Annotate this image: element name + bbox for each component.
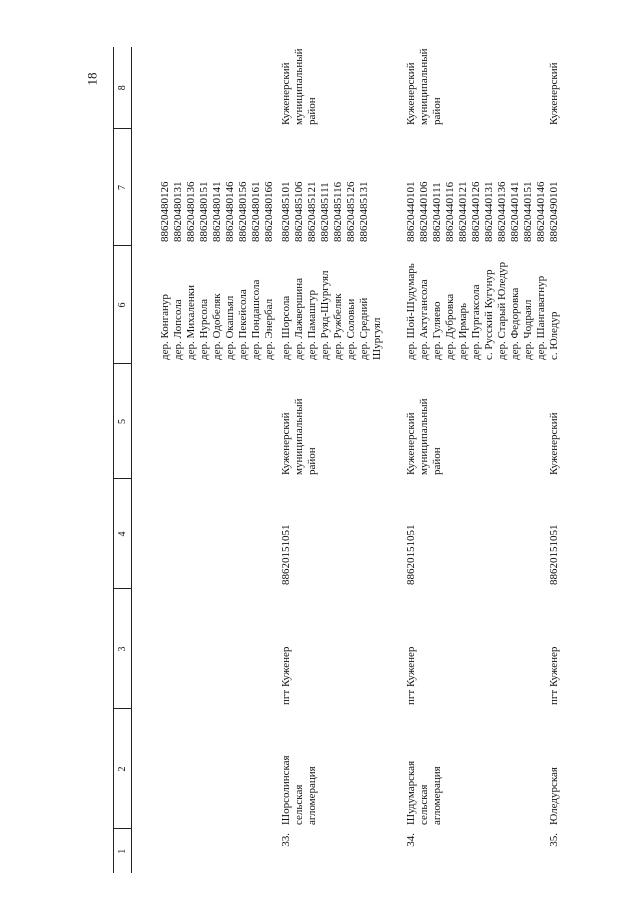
center-district: [405, 364, 548, 479]
agglomeration-name: [159, 709, 280, 829]
center-oktmo-code: [280, 479, 405, 589]
settlements-list-line: с. Русский Кугунур: [483, 269, 495, 360]
settlement-codes-line: 88620480166: [263, 181, 275, 242]
row-number: [159, 829, 280, 873]
settlements-list-line: дер. Лажвершина: [293, 277, 305, 360]
settlements-list-line: дер. Актугансола: [418, 279, 430, 360]
settlement-codes-line: 88620440111: [431, 182, 443, 242]
municipality-name-line: район: [431, 97, 443, 125]
rotated-table-sheet: [113, 47, 635, 873]
settlements-list-line: дер. Чодраял: [522, 299, 534, 360]
settlements-list-line: дер. Нурсола: [198, 298, 210, 360]
settlements-list-line: дер. Памашгур: [306, 289, 318, 360]
center-oktmo-code: [548, 479, 593, 589]
row-number-text: 33.: [280, 833, 292, 847]
settlements-list-line: дер. Пекейсола: [237, 289, 249, 360]
agglomeration-name-line: Шорсолинская: [280, 755, 292, 825]
agglomeration-name: [548, 709, 593, 829]
municipality-name-line: Куженерский: [548, 62, 560, 125]
settlement-codes-line: 88620440121: [457, 181, 469, 242]
settlement-codes-line: 88620485131: [358, 181, 370, 242]
center-district: [548, 364, 593, 479]
column-header-2: 2: [114, 709, 132, 829]
column-header-1: 1: [114, 829, 132, 873]
settlements-list-line: дер. Шорсола: [280, 295, 292, 360]
municipality-name-line: Куженерский: [280, 62, 292, 125]
settlement-codes-line: 88620440106: [418, 181, 430, 242]
settlements-list-line: дер. Пургаксола: [470, 284, 482, 360]
center-oktmo-code-text: 88620151051: [548, 524, 560, 585]
column-header-6: 6: [114, 246, 132, 364]
settlement-codes-line: 88620440141: [509, 181, 521, 242]
page-number: 18: [84, 72, 100, 86]
settlement-codes-line: 88620480156: [237, 181, 249, 242]
settlement-codes-line: 88620440131: [483, 181, 495, 242]
center-name: [405, 589, 548, 709]
center-oktmo-code-text: [159, 479, 172, 585]
center-name-text: пгт Куженер: [280, 646, 292, 705]
center-district-line: район: [306, 447, 318, 475]
municipality-name: [280, 47, 405, 129]
row-number: [405, 829, 548, 873]
settlements-list: [405, 246, 548, 364]
center-district: [280, 364, 405, 479]
settlements-list-line: дер. Старый Юледур: [496, 261, 508, 360]
settlement-codes-line: 88620490101: [548, 181, 560, 242]
settlements-list-line: дер. Средний: [358, 297, 370, 360]
settlement-codes-line: 88620485126: [345, 181, 357, 242]
center-name-text: пгт Куженер: [548, 646, 560, 705]
center-district-line: район: [431, 447, 443, 475]
center-district-line: Куженерский: [405, 412, 417, 475]
column-header-7: 7: [114, 129, 132, 246]
agglomeration-name-line: Юледурская: [548, 767, 560, 825]
settlements-list: [159, 246, 280, 364]
header-gap: [132, 47, 160, 873]
settlement-codes-line: 88620480126: [159, 181, 171, 242]
agglomeration-name-line: сельская: [418, 784, 430, 825]
settlement-codes-line: 88620440101: [405, 181, 417, 242]
settlements-list-line: дер. Одобеляк: [211, 293, 223, 360]
municipality-name: [159, 47, 280, 129]
agglomeration-name: [405, 709, 548, 829]
center-name: [280, 589, 405, 709]
settlement-codes-line: 88620485106: [293, 181, 305, 242]
agglomeration-name-line: агломерация: [431, 766, 443, 825]
column-header-8: 8: [114, 47, 132, 129]
municipality-name: [548, 47, 593, 129]
settlements-list-line: дер. Ирмарь: [457, 302, 469, 360]
settlements-list-line: с. Юледур: [548, 311, 560, 360]
center-name: [548, 589, 593, 709]
row-number-text: 35.: [548, 833, 560, 847]
center-oktmo-code-text: 88620151051: [405, 524, 417, 585]
center-district-line: Куженерский: [280, 412, 292, 475]
settlements-list-line: дер. Федоровка: [509, 287, 521, 360]
center-name-text: пгт Куженер: [405, 646, 417, 705]
table-row: [548, 47, 593, 873]
settlement-codes-line: 88620440151: [522, 181, 534, 242]
settlements-list-line: дер. Пондашсола: [250, 279, 262, 360]
settlements-list: [280, 246, 405, 364]
settlement-codes-line: 88620480141: [211, 181, 223, 242]
municipality-name-line: муниципальный: [418, 48, 430, 125]
settlement-codes-line: 88620480161: [250, 181, 262, 242]
agglomeration-name: [280, 709, 405, 829]
settlements-list-line: дер. Шой-Шудумарь: [405, 263, 417, 360]
settlements-list-line: Шургуял: [371, 317, 383, 360]
settlements-list-line: дер. Шангаватнур: [535, 275, 547, 360]
municipality-name: [405, 47, 548, 129]
column-header-3: 3: [114, 589, 132, 709]
settlements-list-line: дер. Окашъял: [224, 295, 236, 360]
row-number: [548, 829, 593, 873]
settlement-codes-line: 88620440146: [535, 181, 547, 242]
settlement-codes-line: 88620485121: [306, 181, 318, 242]
agglomeration-name-line: Шудумарская: [405, 760, 417, 825]
settlements-list-line: дер. Руяд-Шургуял: [319, 270, 331, 360]
center-district-line: муниципальный: [418, 398, 430, 475]
center-district-line: Куженерский: [548, 412, 560, 475]
settlements-list-line: дер. Лопсола: [172, 299, 184, 360]
settlement-codes-line: 88620485101: [280, 181, 292, 242]
settlements-list-line: дер. Конганур: [159, 294, 171, 360]
settlement-codes: [548, 129, 593, 246]
settlement-codes: [159, 129, 280, 246]
settlement-codes-line: 88620480151: [198, 181, 210, 242]
settlements-list: [548, 246, 593, 364]
column-header-4: 4: [114, 479, 132, 589]
settlements-list-line: дер. Энербал: [263, 298, 275, 360]
table-row: [405, 47, 548, 873]
municipality-name-line: район: [306, 97, 318, 125]
municipality-name-line: Куженерский: [405, 62, 417, 125]
settlement-codes-line: 88620440116: [444, 181, 456, 242]
center-oktmo-code: [405, 479, 548, 589]
settlements-list-line: дер. Михаленки: [185, 285, 197, 360]
table-row: [159, 47, 280, 873]
settlement-codes: [405, 129, 548, 246]
center-district-line: муниципальный: [293, 398, 305, 475]
settlements-list-line: дер. Соловьи: [345, 298, 357, 360]
agglomeration-name-line: агломерация: [306, 766, 318, 825]
row-number-text: [159, 833, 172, 873]
row-number: [280, 829, 405, 873]
settlements-list-line: дер. Ружбеляк: [332, 293, 344, 360]
settlements-list-line: дер. Дубровка: [444, 293, 456, 360]
center-oktmo-code: [159, 479, 280, 589]
settlement-codes-line: 88620485111: [319, 182, 331, 242]
settlements-list-line: дер. Гуляево: [431, 301, 443, 360]
settlement-codes-line: 88620480131: [172, 181, 184, 242]
settlement-codes-line: 88620480136: [185, 181, 197, 242]
center-name: [159, 589, 280, 709]
settlement-codes: [280, 129, 405, 246]
center-district: [159, 364, 280, 479]
center-name-text: [159, 589, 172, 705]
table-row: [280, 47, 405, 873]
settlements-table: [113, 47, 593, 873]
settlement-codes-line: 88620440126: [470, 181, 482, 242]
center-oktmo-code-text: 88620151051: [280, 524, 292, 585]
column-header-5: 5: [114, 364, 132, 479]
municipality-name-line: муниципальный: [293, 48, 305, 125]
settlement-codes-line: 88620480146: [224, 181, 236, 242]
row-number-text: 34.: [405, 833, 417, 847]
settlement-codes-line: 88620440136: [496, 181, 508, 242]
settlement-codes-line: 88620485116: [332, 181, 344, 242]
agglomeration-name-line: сельская: [293, 784, 305, 825]
column-number-header-row: [114, 47, 132, 873]
